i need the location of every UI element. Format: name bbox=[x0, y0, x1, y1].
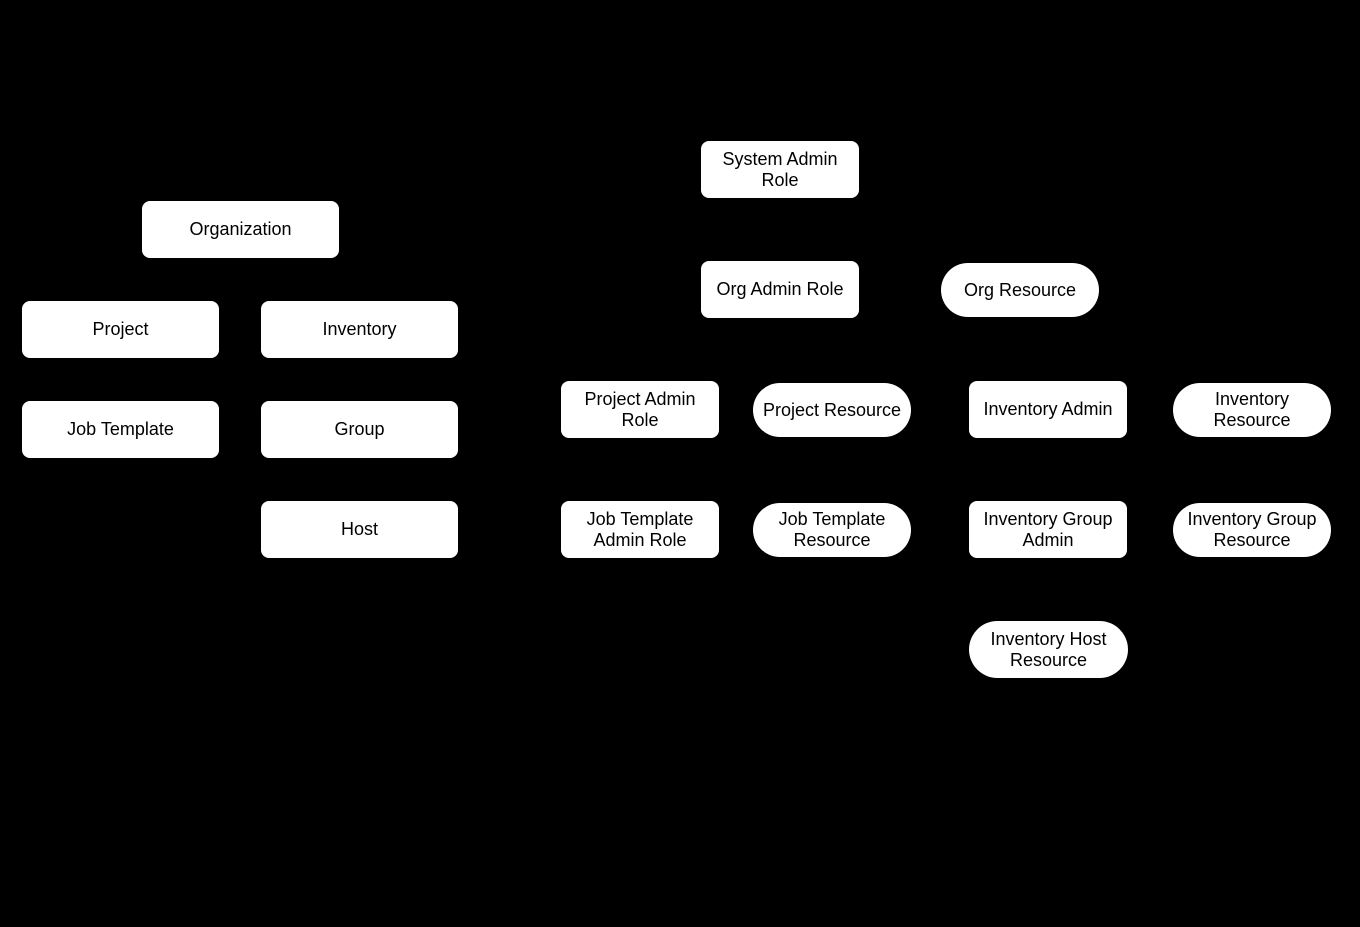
diagram-node-inventory bbox=[261, 301, 458, 358]
node-label-inventory-resource: Inventory Resource bbox=[1213, 389, 1291, 430]
node-label-inventory-group-admin: Inventory Group Admin bbox=[983, 508, 1113, 550]
node-label-system-admin-role: System Admin Role bbox=[722, 148, 838, 190]
node-label-host: Host bbox=[340, 519, 378, 539]
diagram-node-organization bbox=[142, 201, 339, 258]
node-label-project-resource: Project Resource bbox=[762, 399, 902, 420]
node-label-org-admin-role: Org Admin Role bbox=[716, 279, 844, 299]
diagram-node-inventory-admin bbox=[969, 381, 1127, 438]
diagram-node-system-admin-role bbox=[701, 141, 859, 198]
node-label-project: Project bbox=[92, 319, 149, 339]
diagram-node-inventory-host-resource bbox=[969, 621, 1128, 678]
diagram-node-project-admin-role bbox=[561, 381, 719, 438]
diagram-node-inventory-group-resource bbox=[1173, 503, 1331, 557]
diagram-node-job-template-admin-role bbox=[561, 501, 719, 558]
node-label-job-template-resource: Job Template Resource bbox=[778, 509, 886, 550]
node-label-organization: Organization bbox=[189, 219, 292, 239]
node-label-inventory-host-resource: Inventory Host Resource bbox=[990, 628, 1107, 670]
node-label-inventory-admin: Inventory Admin bbox=[983, 399, 1113, 419]
diagram-node-project-resource bbox=[753, 383, 911, 437]
diagram-node-inventory-resource bbox=[1173, 383, 1331, 437]
node-label-project-admin-role: Project Admin Role bbox=[584, 388, 696, 430]
diagram-node-host bbox=[261, 501, 458, 558]
diagram-node-org-admin-role bbox=[701, 261, 859, 318]
node-label-job-template: Job Template bbox=[67, 419, 174, 439]
diagram-node-job-template-resource bbox=[753, 503, 911, 557]
diagram-node-org-resource bbox=[941, 263, 1099, 317]
diagram-node-inventory-group-admin bbox=[969, 501, 1127, 558]
node-label-inventory: Inventory bbox=[322, 319, 397, 339]
diagram-node-project bbox=[22, 301, 219, 358]
node-label-inventory-group-resource: Inventory Group Resource bbox=[1187, 509, 1317, 550]
diagram-node-job-template bbox=[22, 401, 219, 458]
diagram-node-group bbox=[261, 401, 458, 458]
node-label-group: Group bbox=[334, 419, 385, 439]
node-label-org-resource: Org Resource bbox=[963, 279, 1077, 300]
node-label-job-template-admin-role: Job Template Admin Role bbox=[586, 508, 694, 550]
